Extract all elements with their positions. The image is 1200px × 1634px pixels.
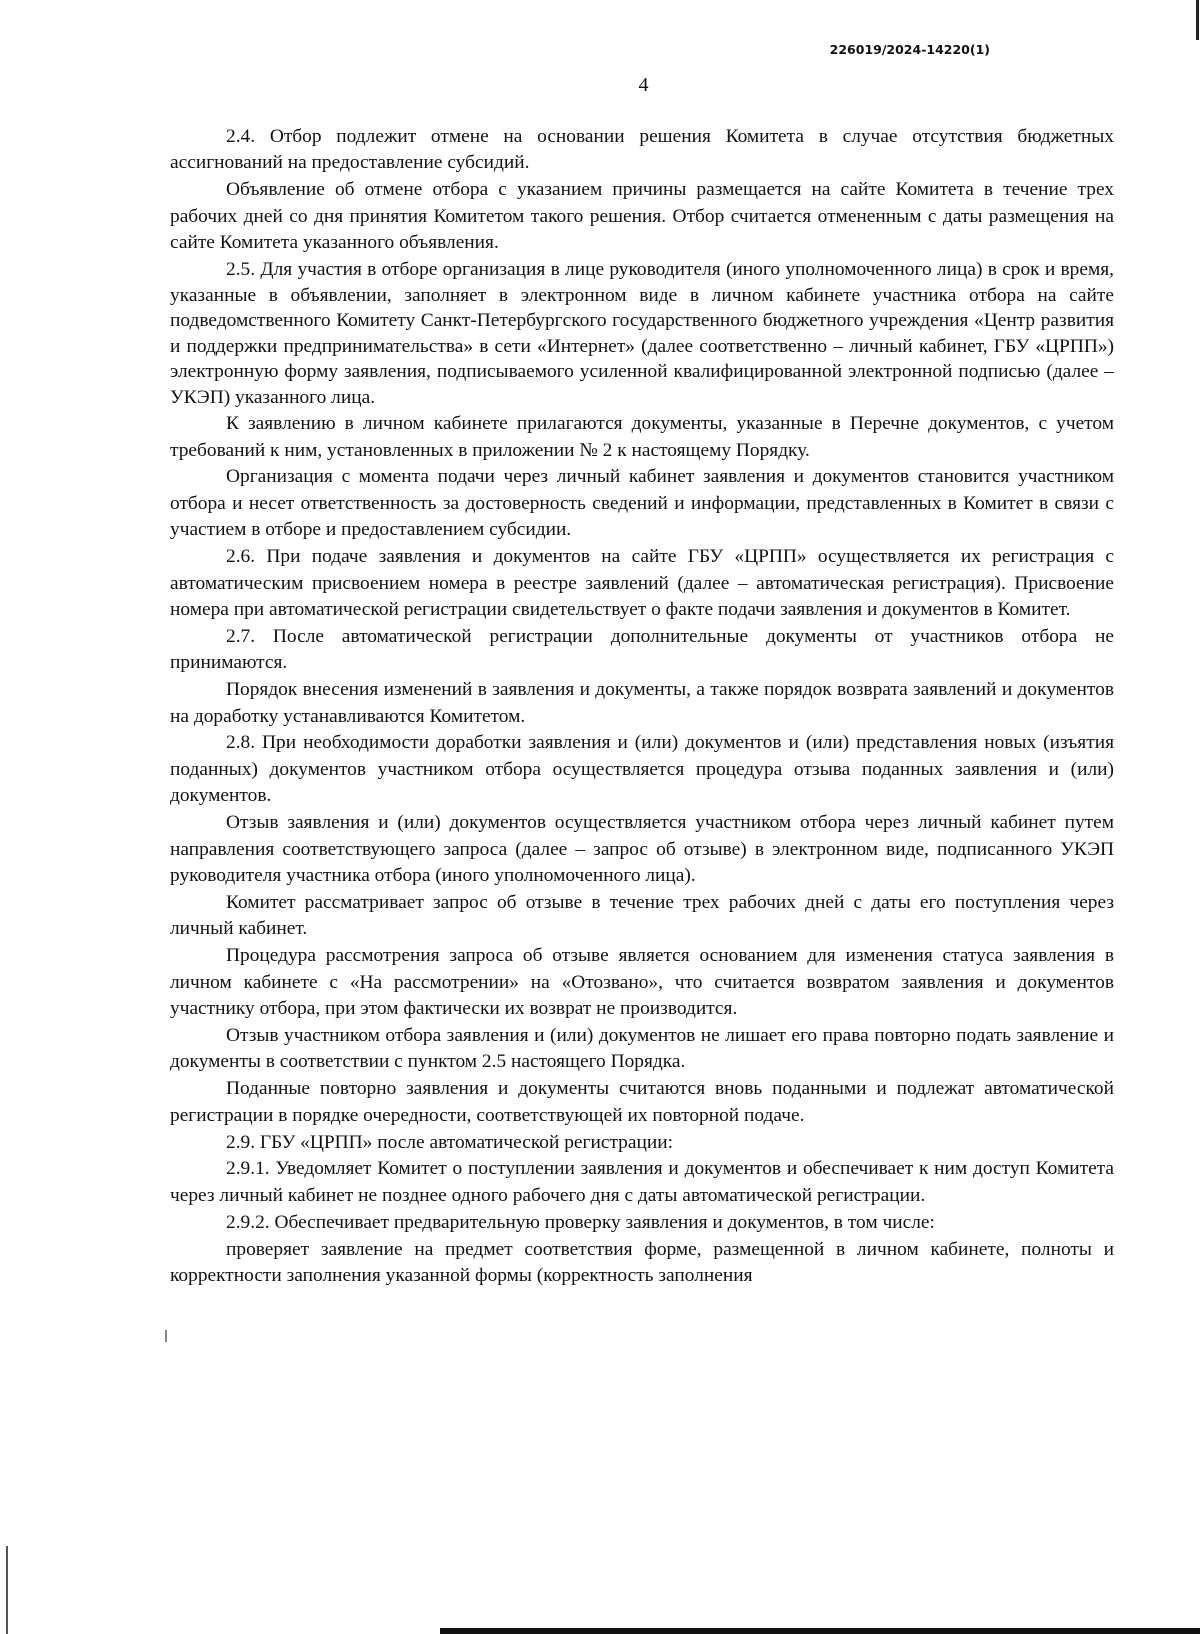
paragraph: 2.4. Отбор подлежит отмене на основании решения Комитета в случае отсутствия бюджетных ассигнований на предоставление субсидий. xyxy=(170,126,1114,174)
scan-left-edge-mark xyxy=(6,1546,8,1634)
paragraph: Объявление об отмене отбора с указанием причины размещается на сайте Комитета в течение трех рабочих дней со дня принятия Комитетом такого решения. Отбор считается отмененным с даты размещения на сайте Комитета указанного объявления. xyxy=(170,179,1114,254)
paragraph: 2.8. При необходимости доработки заявления и (или) документов и (или) представления новых (изъятия поданных) документов участником отбора осуществляется процедура отзыва поданных заявления и (или) документов. xyxy=(170,732,1114,807)
paragraph: Процедура рассмотрения запроса об отзыве является основанием для изменения статуса заявления в личном кабинете с «На рассмотрении» на «Отозвано», что считается возвратом заявления и документов участнику отбора, при этом фактически их возврат не производится. xyxy=(170,945,1114,1020)
paragraph: 2.7. После автоматической регистрации дополнительные документы от участников отбора не принимаются. xyxy=(170,625,1114,674)
scan-margin-mark xyxy=(165,1330,167,1342)
page-number: 4 xyxy=(638,74,649,96)
paragraph: 2.9.1. Уведомляет Комитет о поступлении заявления и документов и обеспечивает к ним доступ Комитета через личный кабинет не позднее одного рабочего дня с даты автоматической регистрации. xyxy=(170,1158,1114,1206)
paragraph: проверяет заявление на предмет соответствия форме, размещенной в личном кабинете, полноты и корректности заполнения указанной формы (корректность заполнения xyxy=(170,1238,1114,1287)
paragraph: Поданные повторно заявления и документы считаются вновь поданными и подлежат автоматической регистрации в порядке очередности, соответствующей их повторной подаче. xyxy=(170,1078,1114,1126)
paragraph: К заявлению в личном кабинете прилагаются документы, указанные в Перечне документов, с учетом требований к ним, установленных в приложении № 2 к настоящему Порядку. xyxy=(170,413,1114,461)
paragraph: Организация с момента подачи через личный кабинет заявления и документов становится участником отбора и несет ответственность за достоверность сведений и информации, представленных в Комитет в связи с участием в отборе и предоставлением субсидии. xyxy=(170,466,1114,541)
scan-edge-mark xyxy=(1196,0,1199,40)
document-body xyxy=(170,124,1114,1290)
paragraph: 2.9.2. Обеспечивает предварительную проверку заявления и документов, в том числе: xyxy=(226,1211,935,1233)
paragraph: Отзыв заявления и (или) документов осуществляется участником отбора через личный кабинет путем направления соответствующего запроса (далее – запрос об отзыве) в электронном виде, подписанного УКЭП руководителя участника отбора (иного уполномоченного лица). xyxy=(170,812,1114,886)
paragraph: Отзыв участником отбора заявления и (или) документов не лишает его права повторно подать заявление и документы в соответствии с пунктом 2.5 настоящего Порядка. xyxy=(170,1024,1114,1073)
paragraph: 2.6. При подаче заявления и документов на сайте ГБУ «ЦРПП» осуществляется их регистрация с автоматическим присвоением номера в реестре заявлений (далее – автоматическая регистрация). Присвоение номера при автоматической регистрации свидетельствует о факте подачи заявления и документов в Комитет. xyxy=(170,546,1114,620)
scan-bottom-edge-mark xyxy=(440,1628,1200,1634)
document-id: 226019/2024-14220(1) xyxy=(829,42,990,57)
paragraph: 2.9. ГБУ «ЦРПП» после автоматической регистрации: xyxy=(226,1131,673,1153)
paragraph: 2.5. Для участия в отборе организация в лице руководителя (иного уполномоченного лица) в срок и время, указанные в объявлении, заполняет в электронном виде в личном кабинете участника отбора на сайте подведомственного Комитету Санкт-Петербургского государственного бюджетного учреждения «Центр развития и поддержки предпринимательства» в сети «Интернет» (далее соответственно – личный кабинет, ГБУ «ЦРПП») электронную форму заявления, подписываемого усиленной квалифицированной электронной подписью (далее – УКЭП) указанного лица. xyxy=(170,259,1114,408)
paragraph: Комитет рассматривает запрос об отзыве в течение трех рабочих дней с даты его поступления через личный кабинет. xyxy=(170,891,1114,940)
paragraph: Порядок внесения изменений в заявления и документы, а также порядок возврата заявлений и документов на доработку устанавливаются Комитетом. xyxy=(170,679,1114,727)
